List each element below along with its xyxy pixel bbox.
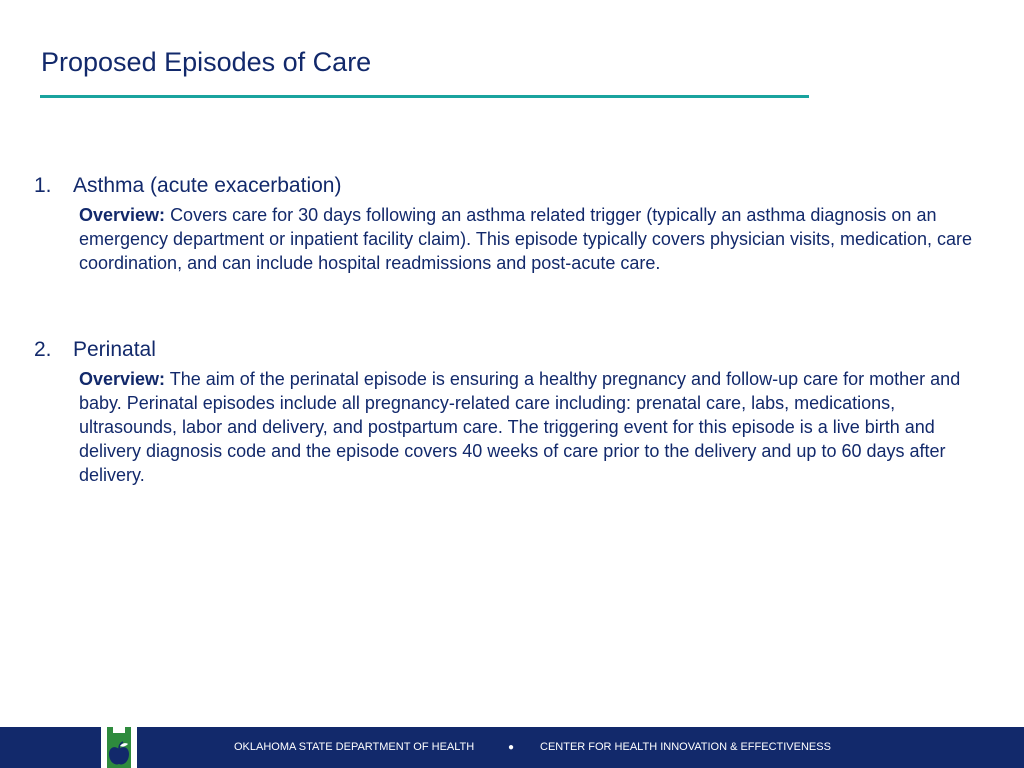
episode-overview <box>79 203 991 275</box>
page-title: Proposed Episodes of Care <box>41 47 372 77</box>
overview-text: The aim of the perinatal episode is ensuring a healthy pregnancy and follow-up care for mother and baby. Perinatal episodes include all pregnancy-related care including: prenatal care, labs, medications, ultrasounds, labor and delivery, and postpartum care. The triggering event for this episode is a live birth and delivery diagnosis code and the episode covers 40 weeks of care prior to the delivery and up to 60 days after delivery. <box>79 369 961 485</box>
footer-center-name: CENTER FOR HEALTH INNOVATION & EFFECTIVENESS <box>540 741 831 753</box>
episode-heading <box>34 172 341 200</box>
episode-heading <box>34 336 156 364</box>
footer-separator: ● <box>508 742 515 753</box>
episode-number: 2. <box>34 338 52 361</box>
episode-number: 1. <box>34 174 52 197</box>
episode-name: Asthma (acute exacerbation) <box>73 174 342 197</box>
overview-label: Overview: <box>79 369 166 389</box>
apple-logo-icon <box>101 727 137 768</box>
footer-organization: OKLAHOMA STATE DEPARTMENT OF HEALTH <box>234 741 475 753</box>
footer-bar <box>0 727 1024 768</box>
episode-name: Perinatal <box>73 338 156 361</box>
overview-label: Overview: <box>79 205 166 225</box>
overview-text: Covers care for 30 days following an asthma related trigger (typically an asthma diagnosis on an emergency department or inpatient facility claim). This episode typically covers physician visits, medication, care coordination, and can include hospital readmissions and post-acute care. <box>79 205 973 273</box>
title-underline <box>40 95 809 98</box>
episode-overview <box>79 367 991 487</box>
